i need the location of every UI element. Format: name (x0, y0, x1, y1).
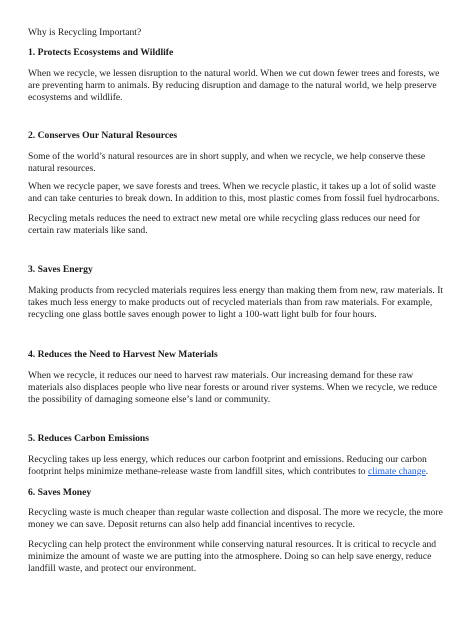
section-6-paragraph-1: Recycling waste is much cheaper than regular waste collection and disposal. The more we recycle, the more money we can save. Deposit returns can also help add financial incentives to recycle. (28, 507, 443, 530)
section-5-paragraph-1 (28, 454, 448, 478)
section-3-paragraph-1: Making products from recycled materials requires less energy than making them from new, raw materials. It takes much less energy to make products out of recycled materials than from raw materials. For example, recycling one glass bottle saves enough power to light a 100-watt light bulb for four hours. (28, 285, 444, 320)
section-4-heading: 4. Reduces the Need to Harvest New Materials (28, 349, 218, 360)
section-6-paragraph-2: Recycling can help protect the environment while conserving natural resources. It is critical to recycle and minimize the amount of waste we are putting into the atmosphere. Doing so can help save energy, reduce landfill waste, and protect our environment. (28, 539, 437, 574)
section-2-paragraph-3: Recycling metals reduces the need to extract new metal ore while recycling glass reduces our need for certain raw materials like sand. (28, 213, 421, 236)
section-2-heading: 2. Conserves Our Natural Resources (28, 130, 178, 141)
section-5-paragraph-end: . (425, 466, 429, 477)
climate-change-link[interactable]: climate change (367, 466, 426, 477)
section-1-heading: 1. Protects Ecosystems and Wildlife (28, 47, 174, 58)
section-3-heading: 3. Saves Energy (28, 264, 93, 275)
section-5-heading: 5. Reduces Carbon Emissions (28, 433, 150, 444)
section-5-paragraph-text: Recycling takes up less energy, which reduces our carbon footprint and emissions. Reducing our carbon footprint helps minimize methane-release waste from landfill sites, which contributes to (28, 454, 427, 477)
section-4-paragraph-1: When we recycle, it reduces our need to harvest raw materials. Our increasing demand for these raw materials also displaces people who live near forests or around river systems. When we recycle, we reduce the possibility of damaging someone else’s land or community. (28, 370, 438, 405)
section-2-paragraph-2: When we recycle paper, we save forests and trees. When we recycle plastic, it takes up a lot of solid waste and can take centuries to break down. In addition to this, most plastic comes from fossil fuel hydrocarbons. (28, 181, 440, 204)
section-2-paragraph-1: Some of the world’s natural resources are in short supply, and when we recycle, we help conserve these natural resources. (28, 151, 426, 174)
section-6-heading: 6. Saves Money (28, 487, 92, 498)
document-title: Why is Recycling Important? (28, 27, 142, 38)
section-1-paragraph-1: When we recycle, we lessen disruption to the natural world. When we cut down fewer trees and forests, we are preventing harm to animals. By reducing disruption and damage to the natural world, we help preserve ecosystems and wildlife. (28, 68, 440, 103)
